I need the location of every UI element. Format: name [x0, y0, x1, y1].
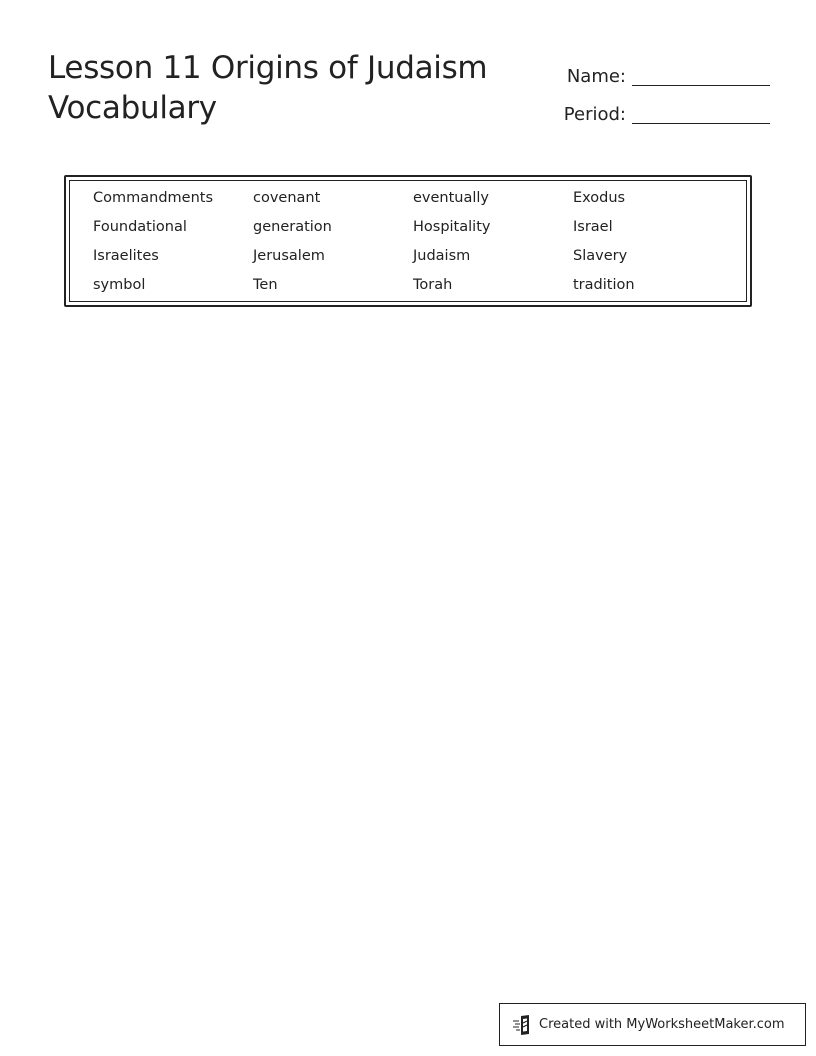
word-bank-word: Foundational	[93, 219, 187, 235]
worksheet-maker-logo-icon	[512, 1014, 532, 1036]
worksheet-title	[48, 48, 518, 128]
word-bank-grid	[93, 186, 733, 302]
title-line-2: Vocabulary	[48, 90, 217, 126]
name-label: Name:	[566, 66, 626, 87]
word-bank-box	[64, 175, 752, 307]
word-bank-word: covenant	[253, 190, 321, 206]
word-bank-word: Israel	[573, 219, 613, 235]
word-bank-word: eventually	[413, 190, 490, 206]
student-info-fields	[540, 50, 770, 126]
period-label: Period:	[563, 104, 626, 125]
word-bank-word: Ten	[253, 277, 278, 293]
word-bank-word: Commandments	[93, 190, 214, 206]
footer-credit-box[interactable]	[499, 1003, 806, 1046]
word-bank-word: generation	[253, 219, 332, 235]
word-bank-word: Judaism	[413, 248, 471, 264]
word-bank-word: tradition	[573, 277, 635, 293]
name-blank-line	[632, 65, 770, 86]
word-bank-word: Torah	[413, 277, 453, 293]
word-bank-word: Slavery	[573, 248, 628, 264]
period-field-row	[540, 88, 770, 126]
name-field-row	[540, 50, 770, 88]
title-line-1: Lesson 11 Origins of Judaism	[48, 50, 488, 86]
word-bank-word: Jerusalem	[253, 248, 325, 264]
footer-credit-text[interactable]: Created with MyWorksheetMaker.com	[539, 1017, 785, 1032]
word-bank-word: Exodus	[573, 190, 626, 206]
word-bank-word: Hospitality	[413, 219, 491, 235]
word-bank-word: symbol	[93, 277, 146, 293]
word-bank-word: Israelites	[93, 248, 159, 264]
period-blank-line	[632, 103, 770, 124]
